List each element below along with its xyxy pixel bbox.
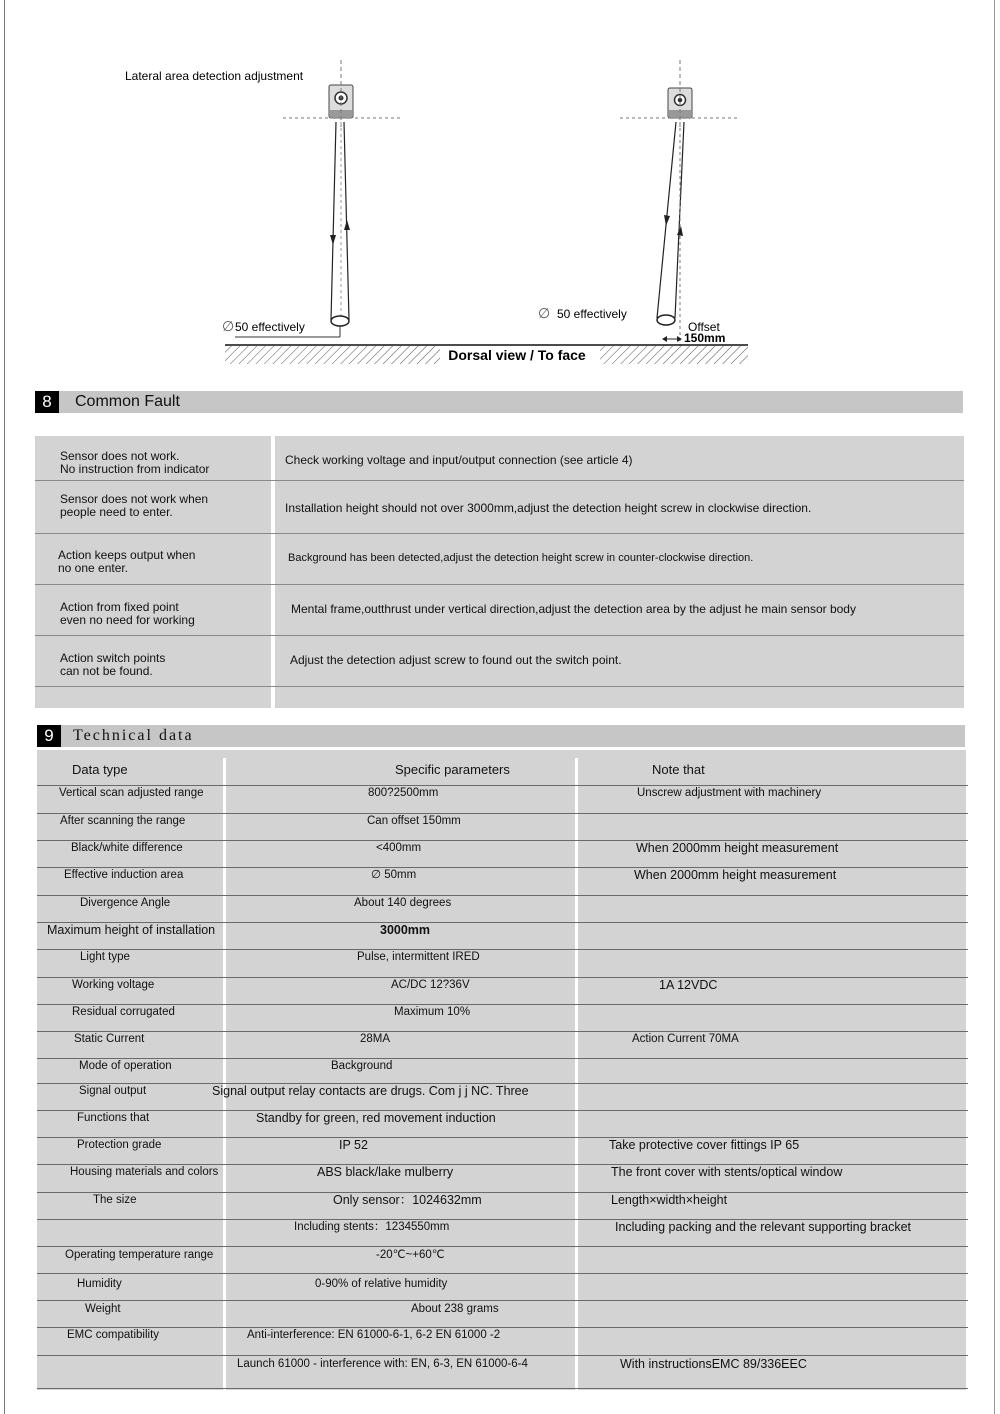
table-row	[35, 436, 964, 481]
cell-data-type: Signal output	[79, 1085, 147, 1097]
section-9-number: 9	[37, 725, 61, 747]
row-divider	[37, 977, 968, 978]
right-spot	[657, 315, 675, 325]
cell-note: When 2000mm height measurement	[636, 841, 839, 855]
cell-data-type: EMC compatibility	[67, 1329, 160, 1341]
left-diameter-symbol: ∅	[222, 318, 235, 334]
cell-data-type: Light type	[80, 951, 130, 963]
cell-parameter: -20℃~+60℃	[376, 1249, 445, 1261]
right-spot-label: 50 effectively	[557, 307, 627, 321]
cell-note: When 2000mm height measurement	[634, 868, 837, 882]
row-divider	[37, 1300, 968, 1301]
cell-data-type: Functions that	[77, 1112, 150, 1124]
cell-parameter: Maximum 10%	[394, 1006, 471, 1018]
cell-note: Action Current 70MA	[632, 1033, 739, 1045]
right-beam-up-arrow	[677, 226, 683, 236]
row-divider	[37, 1137, 968, 1138]
cell-data-type: Static Current	[74, 1033, 145, 1045]
cell-parameter: About 140 degrees	[354, 897, 452, 909]
fault-solution: Mental frame,outthrust under vertical direction,adjust the detection area by the adjust he main sensor body	[291, 602, 856, 616]
cell-parameter: Background	[331, 1060, 393, 1072]
row-divider	[37, 1110, 968, 1111]
cell-note: Including packing and the relevant supporting bracket	[615, 1220, 912, 1234]
cell-data-type: Mode of operation	[79, 1060, 172, 1072]
cell-parameter: About 238 grams	[411, 1303, 499, 1315]
cell-data-type: Black/white difference	[71, 842, 183, 854]
fault-solution: Adjust the detection adjust screw to found out the switch point.	[290, 653, 622, 667]
cell-note: Length×width×height	[611, 1193, 728, 1207]
cell-parameter: 0-90% of relative humidity	[315, 1278, 448, 1290]
fault-solution: Installation height should not over 3000mm,adjust the detection height screw in clockwise direction.	[285, 501, 812, 515]
fault-solution: Check working voltage and input/output connection (see article 4)	[285, 453, 633, 467]
detection-diagram	[0, 0, 1000, 380]
section-8-header	[35, 391, 963, 413]
section-8-number: 8	[35, 391, 59, 413]
cell-parameter: 800?2500mm	[368, 787, 439, 799]
cell-parameter: Can offset 150mm	[367, 815, 461, 827]
offset-value: 150mm	[684, 331, 726, 345]
table-row	[35, 585, 964, 636]
section-9-header	[37, 725, 965, 747]
cell-data-type: Weight	[85, 1303, 121, 1315]
row-divider	[37, 949, 968, 950]
cell-data-type: After scanning the range	[60, 815, 186, 827]
tech-column-divider-1	[223, 758, 226, 1390]
cell-data-type: Housing materials and colors	[70, 1166, 219, 1178]
row-divider	[37, 1192, 968, 1193]
section-8-title: Common Fault	[75, 393, 180, 410]
cell-data-type: Divergence Angle	[80, 897, 171, 909]
cell-parameter: Only sensor：1024632mm	[333, 1193, 482, 1207]
left-beam-inner	[344, 122, 349, 320]
row-divider	[37, 1058, 968, 1059]
fault-problem: Action from fixed point even no need for working	[60, 600, 195, 627]
cell-note: The front cover with stents/optical window	[611, 1165, 843, 1179]
cell-data-type: Vertical scan adjusted range	[59, 787, 204, 799]
right-diameter-symbol: ∅	[538, 305, 551, 321]
row-divider	[37, 1273, 968, 1274]
cell-parameter: Signal output relay contacts are drugs. Com j j NC. Three	[212, 1084, 529, 1098]
fault-solution: Background has been detected,adjust the detection height screw in counter-clockwise direction.	[288, 552, 754, 564]
cell-parameter: ABS black/lake mulberry	[317, 1165, 454, 1179]
table-row	[35, 636, 964, 687]
tech-column-divider-2	[575, 758, 578, 1390]
cell-parameter: 3000mm	[380, 923, 431, 937]
offset-label: Offset	[688, 320, 720, 334]
row-divider	[37, 1031, 968, 1032]
floor-label: Dorsal view / To face	[448, 347, 586, 363]
fault-problem: Sensor does not work when people need to enter.	[60, 492, 209, 519]
header-note: Note that	[652, 762, 705, 777]
row-divider	[37, 1388, 968, 1389]
cell-note: Unscrew adjustment with machinery	[637, 787, 822, 799]
cell-data-type: Protection grade	[77, 1139, 162, 1151]
cell-data-type: Working voltage	[72, 979, 155, 991]
diagram-caption: Lateral area detection adjustment	[125, 69, 304, 83]
cell-parameter: IP 52	[339, 1138, 368, 1152]
cell-parameter: ∅ 50mm	[371, 869, 417, 881]
row-divider	[37, 1327, 968, 1328]
cell-note: 1A 12VDC	[659, 978, 718, 992]
cell-data-type: Effective induction area	[64, 869, 184, 881]
cell-note: With instructionsEMC 89/336EEC	[620, 1357, 807, 1371]
cell-parameter: Pulse, intermittent IRED	[357, 951, 480, 963]
row-divider	[37, 895, 968, 896]
cell-data-type: The size	[93, 1194, 137, 1206]
cell-parameter: AC/DC 12?36V	[391, 979, 470, 991]
left-beam-down-arrow	[330, 235, 336, 245]
table-row	[35, 481, 964, 534]
cell-parameter: Launch 61000 - interference with: EN, 6-3, EN 61000-6-4	[237, 1358, 528, 1370]
fault-problem: Action switch points can not be found.	[60, 651, 166, 678]
table-row	[35, 534, 964, 585]
cell-data-type: Operating temperature range	[65, 1249, 214, 1261]
header-specific-parameters: Specific parameters	[395, 762, 510, 777]
right-beam-down-arrow	[664, 215, 670, 226]
cell-data-type: Residual corrugated	[72, 1006, 175, 1018]
cell-data-type: Maximum height of installation	[47, 923, 216, 937]
row-divider	[37, 1355, 968, 1356]
row-divider	[37, 1004, 968, 1005]
cell-parameter: Anti-interference: EN 61000-6-1, 6-2 EN 61000 -2	[247, 1329, 501, 1341]
cell-note: Take protective cover fittings IP 65	[609, 1138, 800, 1152]
cell-parameter: Including stents：1234550mm	[294, 1221, 450, 1233]
left-beam-up-arrow	[344, 220, 350, 230]
cell-parameter: 28MA	[360, 1033, 391, 1045]
header-data-type: Data type	[72, 762, 128, 777]
cell-data-type: Humidity	[77, 1278, 122, 1290]
common-fault-table	[35, 436, 964, 708]
left-beam-outer	[331, 122, 336, 320]
fault-problem: Action keeps output when no one enter.	[58, 548, 196, 575]
technical-data-table	[37, 750, 966, 1390]
left-spot	[331, 316, 349, 326]
cell-parameter: <400mm	[376, 842, 422, 854]
fault-problem: Sensor does not work. No instruction from indicator	[60, 449, 210, 476]
row-divider	[37, 1246, 968, 1247]
cell-parameter: Standby for green, red movement induction	[256, 1111, 496, 1125]
section-9-title: Technical data	[73, 727, 194, 744]
left-spot-label: 50 effectively	[235, 320, 305, 334]
